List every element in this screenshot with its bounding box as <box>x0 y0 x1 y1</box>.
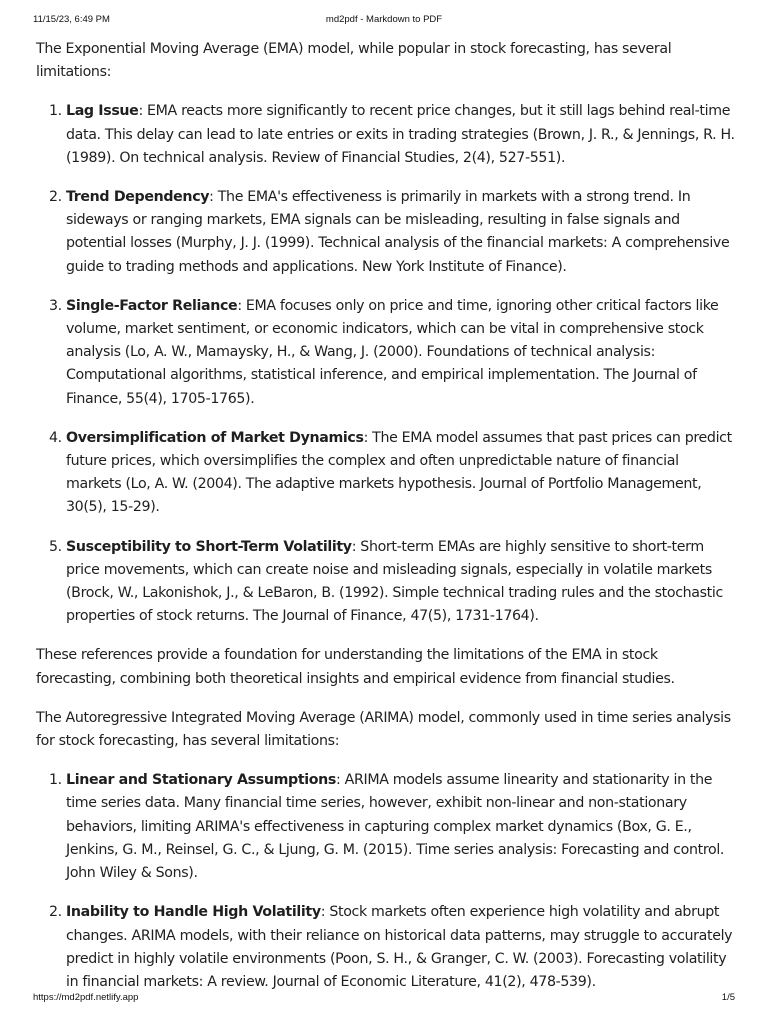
item-term: Linear and Stationary Assumptions <box>66 772 337 789</box>
item-text: : EMA reacts more significantly to recent price changes, but it still lags behind real-time data. This delay can lead to late entries or exits in trading strategies (Brown, J. R., & Jennings, R. H. (1989). On technical analysis. Review of Financial Studies, 2(4), 527-551). <box>66 103 735 166</box>
arima-intro-paragraph: The Autoregressive Integrated Moving Average (ARIMA) model, commonly used in time series analysis for stock forecasting, has several limitations: <box>36 709 731 750</box>
page-number: 1/5 <box>721 992 735 1003</box>
list-item <box>66 100 736 170</box>
item-text: : Short-term EMAs are highly sensitive to short-term price movements, which can create noise and misleading signals, especially in volatile markets (Brock, W., Lakonishok, J., & LeBaron, B. (1992). Simple technical trading rules and the stochastic properties of stock returns. The Journal of Finance, 47(5), 1731-1764). <box>66 538 723 625</box>
document-body <box>36 38 736 994</box>
item-text: : EMA focuses only on price and time, ignoring other critical factors like volume, market sentiment, or economic indicators, which can be vital in comprehensive stock analysis (Lo, A. W., Mamaysky, H., & Wang, J. (2000). Foundations of technical analysis: Computational algorithms, statistical inference, and empirical implementation. The Journal of Finance, 55(4), 1705-1765). <box>66 297 719 407</box>
list-item <box>66 536 736 629</box>
list-item <box>66 186 736 279</box>
item-term: Trend Dependency <box>66 189 210 206</box>
list-item <box>66 769 736 885</box>
print-url: https://md2pdf.netlify.app <box>33 992 139 1003</box>
print-header <box>0 14 768 28</box>
arima-limitations-list <box>36 769 736 994</box>
item-term: Susceptibility to Short-Term Volatility <box>66 538 352 555</box>
item-text: : ARIMA models assume linearity and stationarity in the time series data. Many financial time series, however, exhibit non-linear and non-stationary behaviors, limiting ARIMA's effectiveness in capturing complex market dynamics (Box, G. E., Jenkins, G. M., Reinsel, G. C., & Ljung, G. M. (2015). Time series analysis: Forecasting and control. John Wiley & Sons). <box>66 772 725 882</box>
item-term: Inability to Handle High Volatility <box>66 904 321 921</box>
item-text: : Stock markets often experience high volatility and abrupt changes. ARIMA models, with their reliance on historical data patterns, may struggle to accurately predict in highly volatile environments (Poon, S. H., & Granger, C. W. (2003). Forecasting volatility in financial markets: A review. Journal of Economic Literature, 41(2), 478-539). <box>66 904 733 990</box>
ema-closing-paragraph: These references provide a foundation for understanding the limitations of the EMA in stock forecasting, combining both theoretical insights and empirical evidence from financial studies. <box>36 647 675 687</box>
print-footer <box>0 992 768 1006</box>
item-text: : The EMA's effectiveness is primarily in markets with a strong trend. In sideways or ranging markets, EMA signals can be misleading, resulting in false signals and potential losses (Murphy, J. J. (1999). Technical analysis of the financial markets: A comprehensive guide to trading methods and applications. New York Institute of Finance). <box>66 189 730 275</box>
print-datetime: 11/15/23, 6:49 PM <box>33 14 110 25</box>
item-term: Lag Issue <box>66 103 139 120</box>
ema-intro-paragraph: The Exponential Moving Average (EMA) model, while popular in stock forecasting, has several limitations: <box>36 41 672 81</box>
list-item <box>66 295 736 411</box>
item-term: Oversimplification of Market Dynamics <box>66 429 364 446</box>
print-title: md2pdf - Markdown to PDF <box>325 14 443 25</box>
list-item <box>66 901 736 994</box>
ema-limitations-list <box>36 100 736 628</box>
item-text: : The EMA model assumes that past prices can predict future prices, which oversimplifies the complex and often unpredictable nature of financial markets (Lo, A. W. (2004). The adaptive markets hypothesis. Journal of Portfolio Management, 30(5), 15-29). <box>66 429 732 516</box>
item-term: Single-Factor Reliance <box>66 297 238 314</box>
list-item <box>66 427 736 520</box>
